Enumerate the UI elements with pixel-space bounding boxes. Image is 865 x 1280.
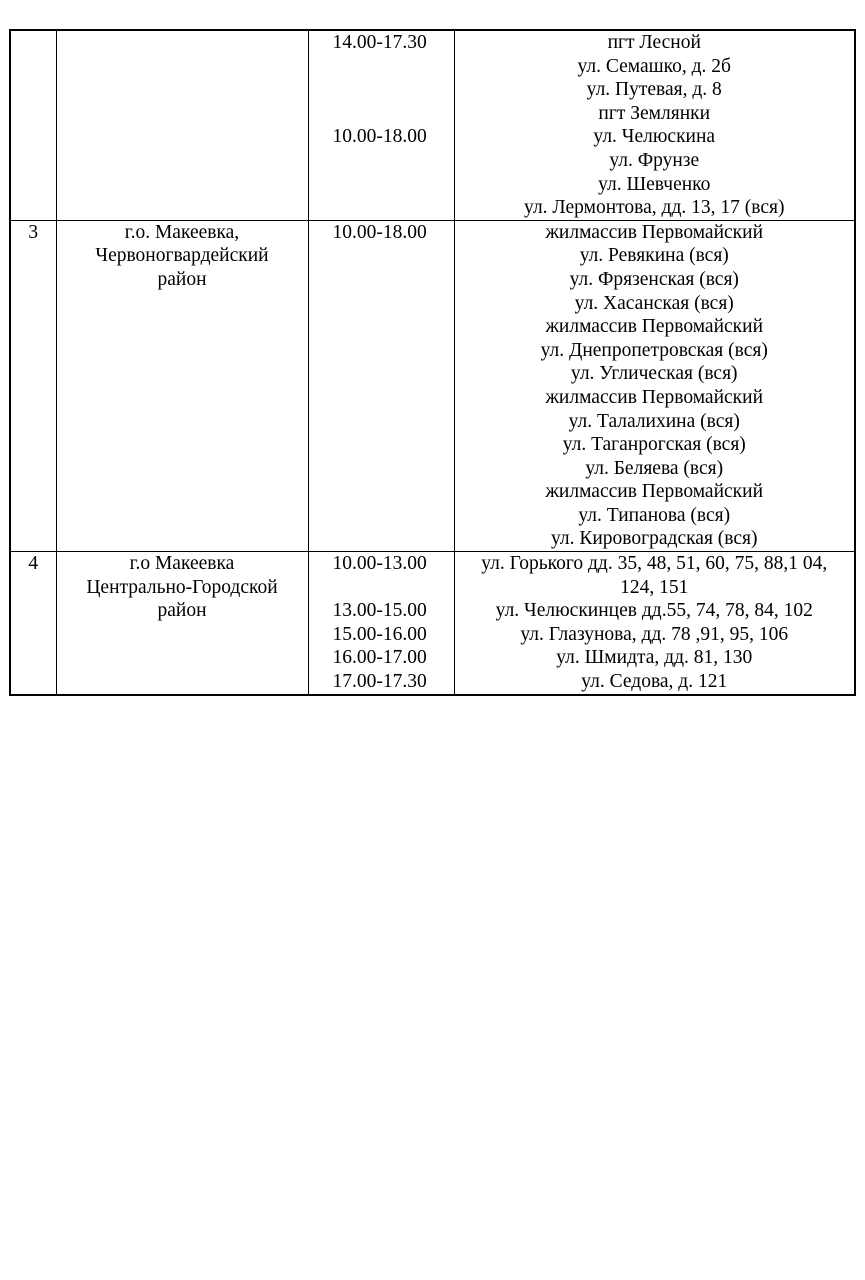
address-cell [454,220,855,551]
time-cell [308,552,454,695]
district-line: Центрально-Городской [86,576,278,598]
address-line: ул. Кировоградская (вся) [550,528,758,550]
address-line: ул. Фрунзе [609,149,700,171]
time-slot: 16.00-17.00 [332,647,427,669]
row-number: 4 [28,553,39,575]
address-line: ул. Седова, д. 121 [581,671,728,693]
address-line: ул. Челюскина [593,126,716,148]
address-cell [454,552,855,695]
time-slot [333,78,454,102]
address-line: ул. Шмидта, дд. 81, 130 [556,647,753,669]
row-number-cell [10,552,56,695]
address-line: пгт Землянки [598,102,711,124]
time-slot: 10.00-13.00 [332,553,427,575]
address-line: ул. Хасанская (вся) [574,292,734,314]
address-line: ул. Лермонтова, дд. 13, 17 (вся) [524,197,785,219]
row-number-cell [10,30,56,220]
district-line: г.о Макеевка [129,553,235,575]
time-slot [333,102,454,126]
table-row [10,220,855,551]
row-number: 3 [28,221,39,243]
address-line: 124, 151 [620,576,689,598]
time-cell [308,220,454,551]
district-line: район [157,600,207,622]
address-cell [454,30,855,220]
address-line: ул. Талалихина (вся) [568,410,740,432]
address-line: ул. Типанова (вся) [578,504,731,526]
district-cell [56,220,308,551]
district-line: г.о. Макеевка, [124,221,240,243]
address-line: пгт Лесной [607,32,701,53]
outage-schedule-table [9,29,856,696]
address-line: жилмассив Первомайский [545,316,764,338]
address-line: ул. Челюскинцев дд.55, 74, 78, 84, 102 [495,600,813,622]
time-slot: 10.00-18.00 [332,126,427,148]
address-line: ул. Углическая (вся) [570,363,738,385]
address-line: ул. Беляева (вся) [585,457,724,479]
document-page [9,29,854,696]
time-slot [333,149,454,173]
time-slot: 15.00-16.00 [332,623,427,645]
row-number-cell [10,220,56,551]
table-row [10,552,855,695]
time-slot: 14.00-17.30 [332,32,427,53]
address-line: ул. Семашко, д. 2б [577,55,731,77]
time-cell [308,30,454,220]
time-slot [333,55,454,79]
time-slot: 13.00-15.00 [332,600,427,622]
district-cell [56,552,308,695]
address-line: ул. Днепропетровская (вся) [540,339,768,361]
address-line: жилмассив Первомайский [545,481,764,503]
address-line: ул. Фрязенская (вся) [569,268,739,290]
district-cell [56,30,308,220]
district-line: район [157,268,207,290]
address-line: жилмассив Первомайский [545,221,764,243]
time-slot [333,173,454,197]
time-slot [333,196,454,220]
address-line: ул. Ревякина (вся) [579,245,729,267]
address-line: ул. Глазунова, дд. 78 ,91, 95, 106 [520,623,789,645]
address-line: жилмассив Первомайский [545,386,764,408]
address-line: ул. Горького дд. 35, 48, 51, 60, 75, 88,1 04, [481,553,828,575]
time-slot: 17.00-17.30 [332,671,427,693]
address-line: ул. Шевченко [598,173,711,195]
time-slot: 10.00-18.00 [332,221,427,243]
time-slot [333,576,454,600]
district-line: Червоногвардейский [95,245,269,267]
table-row [10,30,855,220]
address-line: ул. Путевая, д. 8 [586,79,722,101]
address-line: ул. Таганрогская (вся) [562,434,746,456]
